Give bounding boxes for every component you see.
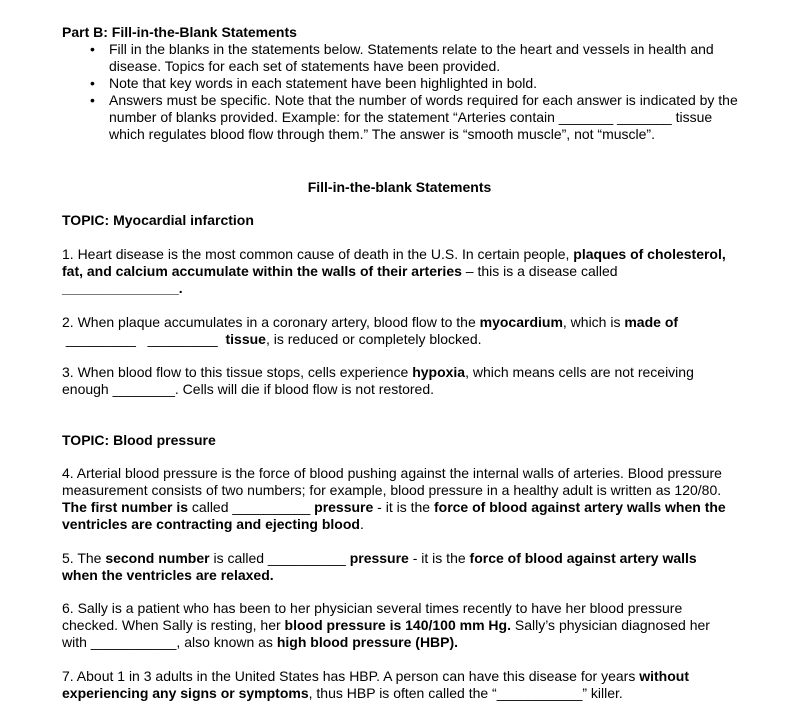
bullet-icon: • [90, 92, 95, 108]
q6-bold: high blood pressure (HBP). [276, 634, 459, 650]
q6-text: 6. Sally is a patient who has been to her physician several times recently to have her blood pressure checked. When Sally is resting, her [62, 600, 683, 633]
q4-text: - it is the [373, 499, 434, 515]
q5-bold: force of blood against artery walls when the ventricles are relaxed. [62, 550, 697, 583]
q2-text: , which is [562, 314, 625, 330]
q4-text: called __________ [188, 499, 315, 515]
question-3 [62, 364, 734, 398]
instruction-text: Fill in the blanks in the statements below. Statements relate to the heart and vessels in health and disease. Topics for each set of statements have been provided. [109, 41, 714, 74]
q2-text: 2. When plaque accumulates in a coronary artery, blood flow to the [62, 314, 480, 330]
q1-text: – this is a disease called [461, 263, 618, 279]
q5-bold: second number [105, 550, 210, 566]
q2-blanks: _________ _________ [62, 331, 226, 347]
question-5 [62, 550, 734, 584]
topic-blood-pressure: TOPIC: Blood pressure [62, 432, 216, 448]
q1-blank: _______________ [62, 280, 179, 296]
q3-text: 3. When blood flow to this tissue stops, cells experience [62, 364, 413, 380]
question-6 [62, 600, 734, 651]
question-1 [62, 246, 734, 297]
q4-text: 4. Arterial blood pressure is the force of blood pushing against the internal walls of arteries. Blood pressure measurement consists of two numbers; for example, blood pressure in a healthy adult is written as 120/80. [62, 465, 722, 498]
topic-myocardial-infarction: TOPIC: Myocardial infarction [62, 212, 254, 228]
q5-bold: pressure [349, 550, 409, 566]
question-2 [62, 314, 734, 348]
q7-text: , thus HBP is often called the “___________” killer. [308, 685, 623, 701]
q6-text: Sally’s physician diagnosed her with ___________, also known as [62, 617, 710, 650]
q5-text: - it is the [408, 550, 470, 566]
q3-bold: hypoxia [412, 364, 466, 380]
q2-bold: made of [624, 314, 679, 330]
q1-bold: plaques of cholesterol, fat, and calcium accumulate within the walls of their arteries [62, 246, 726, 279]
q6-bold: blood pressure is 140/100 mm Hg. [284, 617, 511, 633]
q4-text: . [359, 516, 364, 532]
instruction-text: Note that key words in each statement have been highlighted in bold. [109, 75, 538, 91]
q7-text: 7. About 1 in 3 adults in the United States has HBP. A person can have this disease for years [62, 668, 640, 684]
q4-bold: The first number is [62, 499, 189, 515]
q2-bold: tissue [225, 331, 266, 347]
q3-text: , which means cells are not receiving enough ________. Cells will die if blood flow is not restored. [62, 364, 694, 397]
q1-text: 1. Heart disease is the most common cause of death in the U.S. In certain people, [62, 246, 574, 262]
instruction-item [62, 41, 742, 75]
instruction-item [62, 92, 742, 143]
q2-bold: myocardium [479, 314, 563, 330]
section-title: Fill-in-the-blank Statements [307, 179, 492, 195]
part-heading: Part B: Fill-in-the-Blank Statements [62, 24, 297, 40]
q5-text: is called __________ [209, 550, 350, 566]
q4-bold: pressure [314, 499, 374, 515]
q4-bold: force of blood against artery walls when the ventricles are contracting and ejecting blood [62, 499, 726, 532]
q2-text: , is reduced or completely blocked. [265, 331, 482, 347]
question-7 [62, 668, 734, 702]
instruction-text: Answers must be specific. Note that the number of words required for each answer is indicated by the number of blanks provided. Example: for the statement “Arteries contain _______ _______ tissue which regulates blood flow through them.” The answer is “smooth muscle”, not “muscle”. [109, 92, 738, 142]
question-4 [62, 465, 734, 533]
bullet-icon: • [90, 41, 95, 57]
instructions-list [62, 41, 742, 143]
bullet-icon: • [90, 75, 95, 91]
q1-text: . [178, 280, 183, 296]
q5-text: 5. The [62, 550, 106, 566]
q7-bold: without experiencing any signs or symptoms [62, 668, 689, 701]
instruction-item [62, 75, 742, 92]
